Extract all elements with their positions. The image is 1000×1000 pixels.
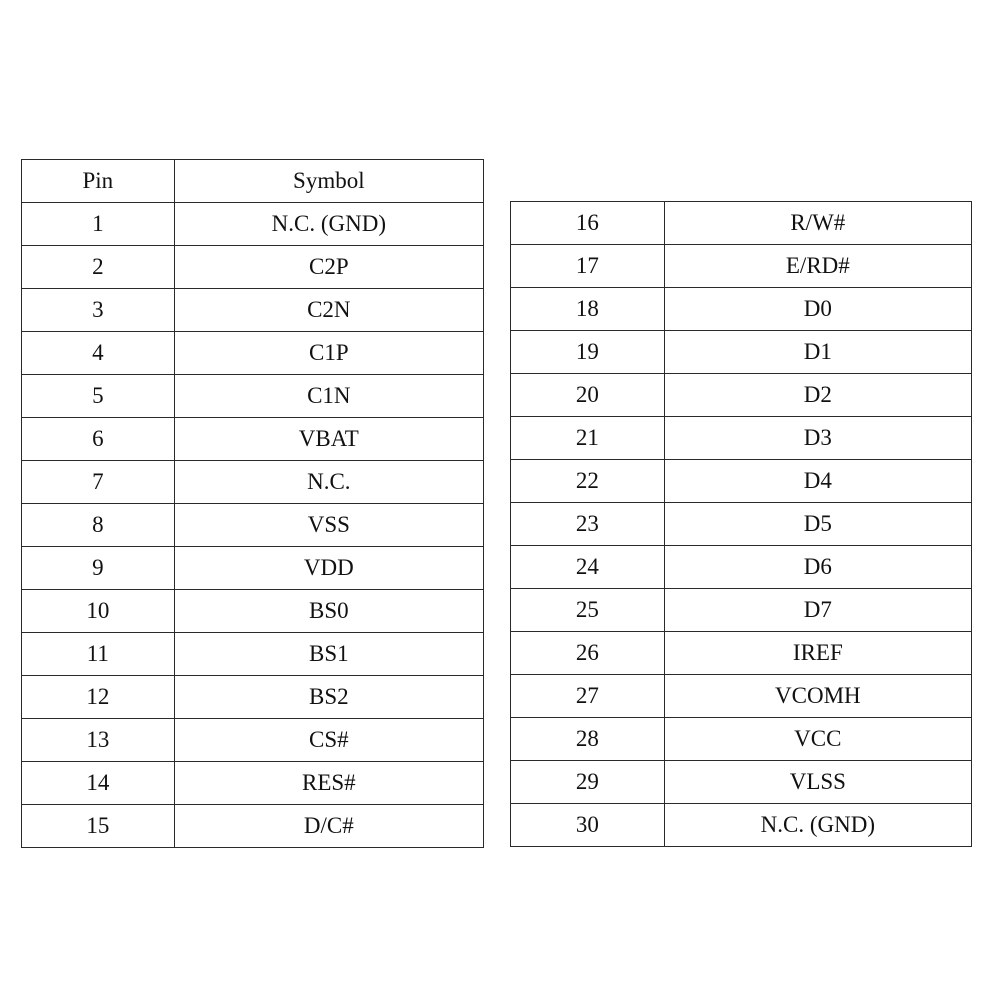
table-row: [511, 374, 972, 417]
pin-table-right: [510, 201, 972, 847]
table-row: [511, 718, 972, 761]
pin-number-cell: 30: [511, 804, 665, 847]
pin-number-cell: 19: [511, 331, 665, 374]
table-row: [22, 547, 484, 590]
pin-number-cell: 21: [511, 417, 665, 460]
pin-symbol-cell: N.C.: [174, 461, 483, 504]
pin-symbol-cell: D6: [664, 546, 971, 589]
table-row: [22, 719, 484, 762]
table-row: [511, 675, 972, 718]
table-row: [511, 417, 972, 460]
table-row: [22, 203, 484, 246]
pin-number-cell: 24: [511, 546, 665, 589]
pin-number-cell: 16: [511, 202, 665, 245]
pin-symbol-cell: D1: [664, 331, 971, 374]
pin-symbol-cell: BS0: [174, 590, 483, 633]
pin-symbol-cell: VCC: [664, 718, 971, 761]
pin-symbol-cell: VBAT: [174, 418, 483, 461]
pin-number-cell: 26: [511, 632, 665, 675]
pin-number-cell: 28: [511, 718, 665, 761]
pin-number-cell: 3: [22, 289, 175, 332]
pin-symbol-cell: D3: [664, 417, 971, 460]
table-row: [22, 418, 484, 461]
pin-table-right-body: [511, 202, 972, 847]
table-row: [511, 288, 972, 331]
table-row: [511, 546, 972, 589]
pin-number-cell: 29: [511, 761, 665, 804]
pin-number-cell: 8: [22, 504, 175, 547]
pin-symbol-cell: N.C. (GND): [174, 203, 483, 246]
table-row: [22, 504, 484, 547]
pin-number-cell: 12: [22, 676, 175, 719]
pin-symbol-cell: E/RD#: [664, 245, 971, 288]
pin-symbol-cell: IREF: [664, 632, 971, 675]
pin-number-cell: 2: [22, 246, 175, 289]
symbol-column-header: Symbol: [174, 160, 483, 203]
pin-symbol-cell: VSS: [174, 504, 483, 547]
pin-number-cell: 4: [22, 332, 175, 375]
pin-symbol-cell: VDD: [174, 547, 483, 590]
pin-number-cell: 1: [22, 203, 175, 246]
table-row: [22, 289, 484, 332]
table-row: [22, 246, 484, 289]
table-row: [22, 375, 484, 418]
table-row: [511, 331, 972, 374]
pin-symbol-cell: N.C. (GND): [664, 804, 971, 847]
table-header-row: [22, 160, 484, 203]
table-row: [511, 503, 972, 546]
pin-number-cell: 7: [22, 461, 175, 504]
table-row: [511, 589, 972, 632]
pin-symbol-cell: BS1: [174, 633, 483, 676]
table-row: [511, 761, 972, 804]
pin-symbol-cell: D2: [664, 374, 971, 417]
pin-number-cell: 18: [511, 288, 665, 331]
pin-symbol-cell: VLSS: [664, 761, 971, 804]
table-row: [22, 461, 484, 504]
pin-number-cell: 23: [511, 503, 665, 546]
pin-number-cell: 6: [22, 418, 175, 461]
pin-symbol-cell: BS2: [174, 676, 483, 719]
pin-number-cell: 17: [511, 245, 665, 288]
table-row: [511, 202, 972, 245]
pin-number-cell: 9: [22, 547, 175, 590]
table-row: [511, 804, 972, 847]
pin-symbol-cell: C2P: [174, 246, 483, 289]
table-row: [511, 460, 972, 503]
table-row: [22, 762, 484, 805]
pin-table-left-body: [22, 203, 484, 848]
pin-column-header: Pin: [22, 160, 175, 203]
table-row: [22, 676, 484, 719]
pin-symbol-cell: CS#: [174, 719, 483, 762]
pin-number-cell: 27: [511, 675, 665, 718]
pin-symbol-cell: D5: [664, 503, 971, 546]
pin-number-cell: 20: [511, 374, 665, 417]
pin-number-cell: 11: [22, 633, 175, 676]
pin-symbol-cell: C2N: [174, 289, 483, 332]
pin-symbol-cell: D0: [664, 288, 971, 331]
pin-number-cell: 22: [511, 460, 665, 503]
pin-number-cell: 25: [511, 589, 665, 632]
pin-number-cell: 14: [22, 762, 175, 805]
pin-symbol-cell: D/C#: [174, 805, 483, 848]
table-row: [22, 332, 484, 375]
pin-symbol-cell: D7: [664, 589, 971, 632]
pin-number-cell: 5: [22, 375, 175, 418]
pin-symbol-cell: C1P: [174, 332, 483, 375]
pin-symbol-cell: VCOMH: [664, 675, 971, 718]
table-row: [511, 632, 972, 675]
table-row: [22, 805, 484, 848]
pin-symbol-cell: D4: [664, 460, 971, 503]
pin-table-left: [21, 159, 484, 848]
pin-symbol-cell: R/W#: [664, 202, 971, 245]
pin-symbol-cell: C1N: [174, 375, 483, 418]
table-row: [22, 590, 484, 633]
pin-number-cell: 13: [22, 719, 175, 762]
table-row: [511, 245, 972, 288]
pin-number-cell: 15: [22, 805, 175, 848]
pin-number-cell: 10: [22, 590, 175, 633]
pin-symbol-cell: RES#: [174, 762, 483, 805]
table-row: [22, 633, 484, 676]
